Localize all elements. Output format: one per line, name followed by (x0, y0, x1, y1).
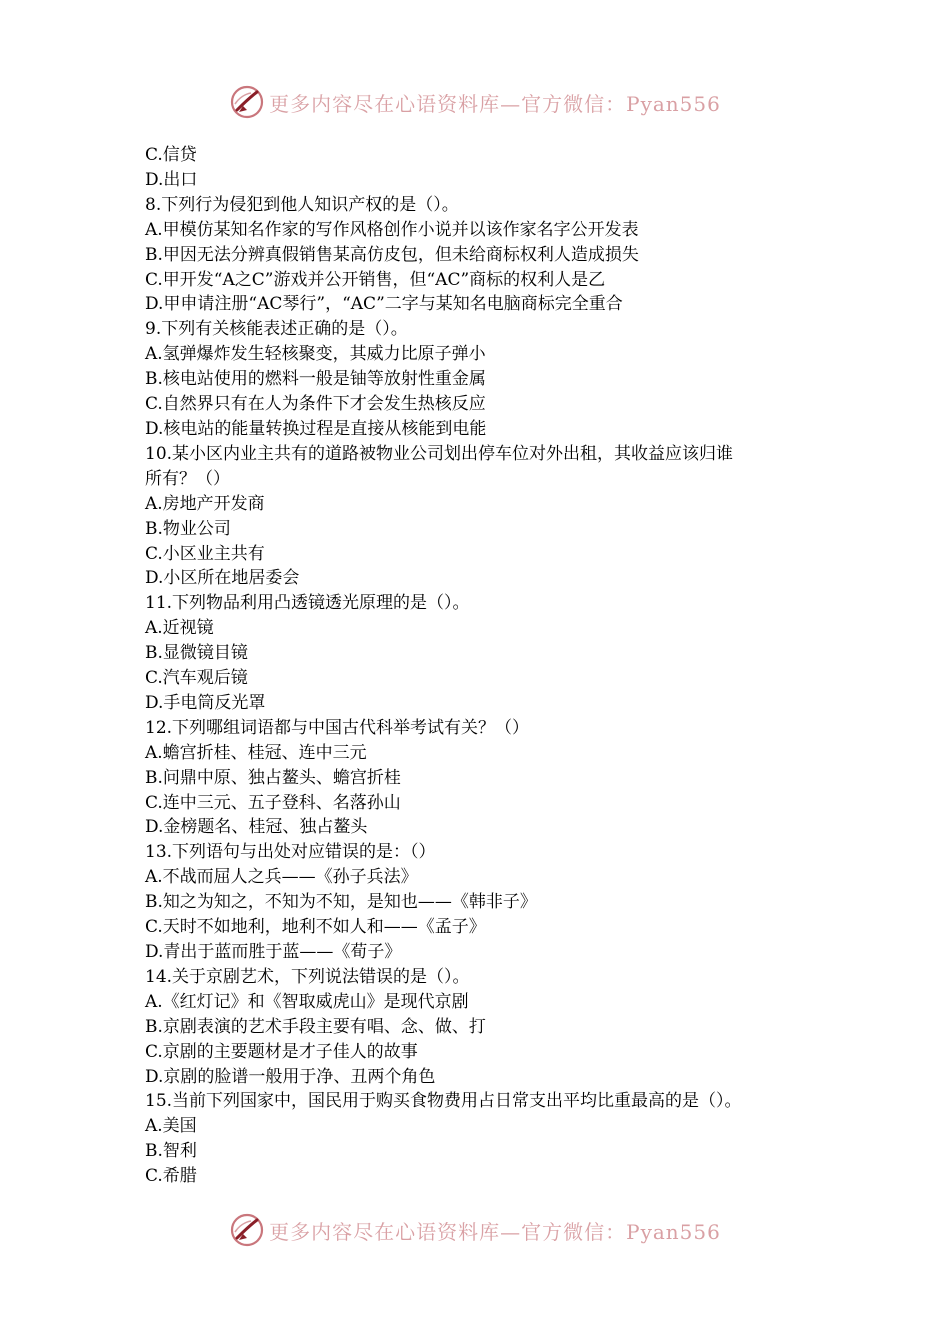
text-line: B.物业公司 (145, 518, 231, 539)
text-line: D.金榜题名、桂冠、独占鳌头 (145, 817, 368, 838)
text-line: A.近视镜 (145, 618, 214, 639)
text-line: C.京剧的主要题材是才子佳人的故事 (145, 1041, 418, 1062)
text-line: D.核电站的能量转换过程是直接从核能到电能 (145, 418, 487, 439)
text-line: B.京剧表演的艺术手段主要有唱、念、做、打 (145, 1016, 486, 1037)
text-line: B.显微镜目镜 (145, 643, 248, 664)
text-line: C.自然界只有在人为条件下才会发生热核反应 (145, 394, 486, 415)
footer-banner (0, 1208, 950, 1252)
text-line: A.甲模仿某知名作家的写作风格创作小说并以该作家名字公开发表 (145, 219, 639, 240)
text-line: C.汽车观后镜 (145, 668, 248, 689)
text-line: B.知之为知之，不知为不知，是知也——《韩非子》 (145, 892, 537, 913)
question-15: 15.当前下列国家中，国民用于购买食物费用占日常支出平均比重最高的是（）。 (145, 1091, 742, 1112)
question-11: 11.下列物品利用凸透镜透光原理的是（）。 (145, 593, 470, 614)
question-9: 9.下列有关核能表述正确的是（）。 (145, 319, 408, 340)
header-banner (0, 80, 950, 124)
question-text-block (145, 143, 845, 1189)
text-line: C.连中三元、五子登科、名落孙山 (145, 792, 401, 813)
text-line: 所有？（） (145, 468, 230, 489)
text-line: D.出口 (145, 169, 198, 190)
text-line: C.小区业主共有 (145, 543, 265, 564)
pen-swirl-icon (229, 1212, 265, 1248)
banner-text: 更多内容尽在心语资料库—官方微信：Pyan556 (269, 91, 721, 116)
text-line: C.甲开发“A之C”游戏并公开销售，但“AC”商标的权利人是乙 (145, 269, 606, 290)
text-line: B.问鼎中原、独占鳌头、蟾宫折桂 (145, 767, 401, 788)
text-line: B.甲因无法分辨真假销售某高仿皮包，但未给商标权利人造成损失 (145, 244, 639, 265)
text-line: A.氢弹爆炸发生轻核聚变，其威力比原子弹小 (145, 344, 486, 365)
text-line: D.手电筒反光罩 (145, 692, 266, 713)
text-line: A.蟾宫折桂、桂冠、连中三元 (145, 742, 367, 763)
question-13: 13.下列语句与出处对应错误的是：（） (145, 842, 436, 863)
text-line: C.天时不如地利，地利不如人和——《孟子》 (145, 917, 486, 938)
banner-text: 更多内容尽在心语资料库—官方微信：Pyan556 (269, 1219, 721, 1244)
text-line: C.信贷 (145, 145, 197, 165)
text-line: D.小区所在地居委会 (145, 568, 300, 589)
text-line: B.智利 (145, 1141, 197, 1162)
text-line: D.青出于蓝而胜于蓝——《荀子》 (145, 942, 402, 962)
text-line: D.京剧的脸谱一般用于净、丑两个角色 (145, 1066, 436, 1087)
text-line: B.核电站使用的燃料一般是铀等放射性重金属 (145, 369, 486, 390)
text-line: A.不战而屈人之兵——《孙子兵法》 (145, 867, 418, 888)
question-14: 14.关于京剧艺术，下列说法错误的是（）。 (145, 966, 470, 987)
text-line: A.《红灯记》和《智取威虎山》是现代京剧 (145, 991, 469, 1012)
question-10: 10.某小区内业主共有的道路被物业公司划出停车位对外出租，其收益应该归谁 (145, 443, 734, 464)
text-line: A.房地产开发商 (145, 493, 265, 514)
text-line: C.希腊 (145, 1166, 197, 1187)
text-line: D.甲申请注册“AC琴行”，“AC”二字与某知名电脑商标完全重合 (145, 294, 623, 315)
text-line: A.美国 (145, 1116, 197, 1137)
question-8: 8.下列行为侵犯到他人知识产权的是（）。 (145, 194, 459, 215)
question-12: 12.下列哪组词语都与中国古代科举考试有关？（） (145, 717, 530, 738)
pen-swirl-icon (229, 84, 265, 120)
